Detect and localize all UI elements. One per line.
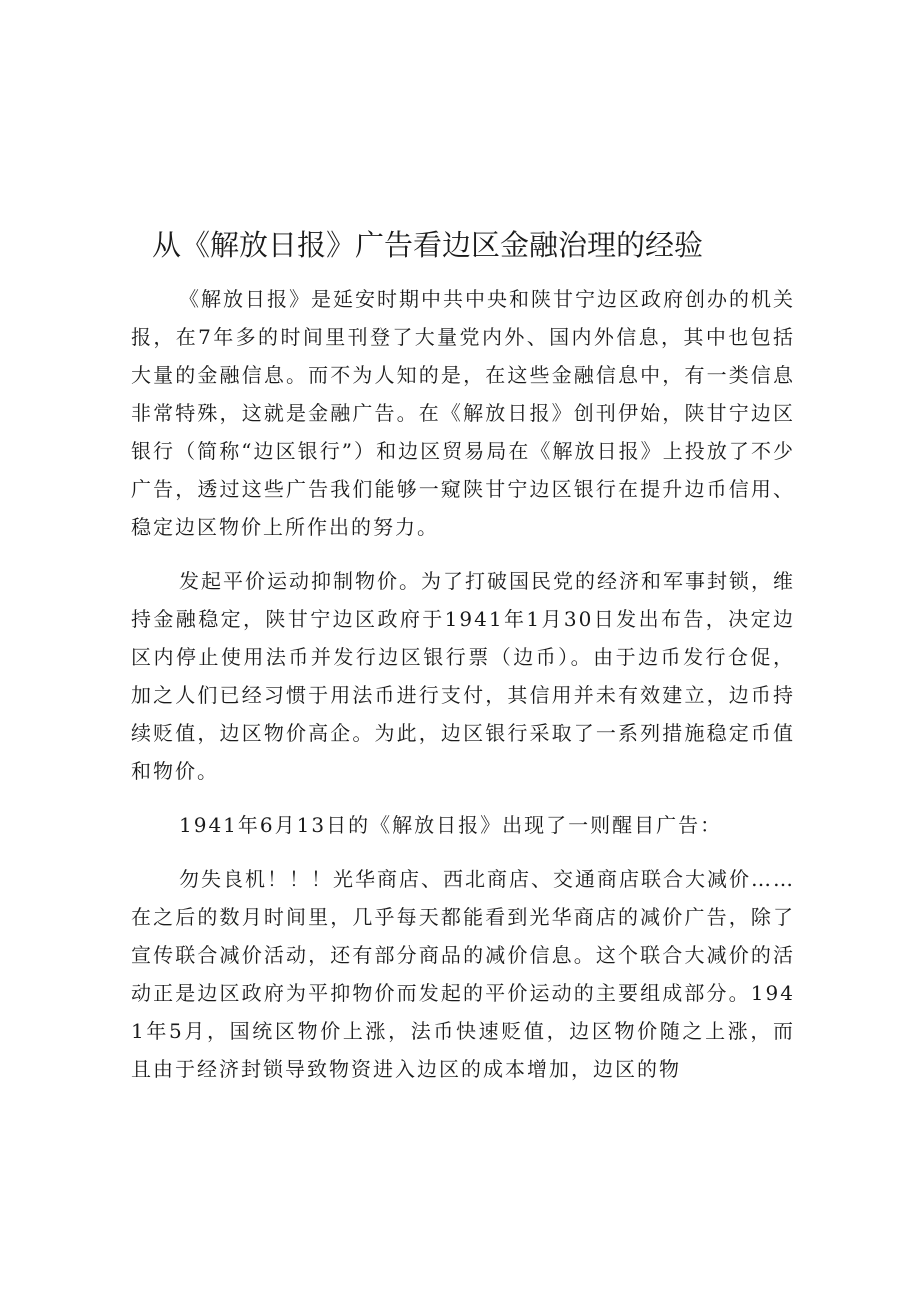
article-title: 从《解放日报》广告看边区金融治理的经验 (152, 228, 704, 262)
article-body (131, 280, 795, 1104)
paragraph-intro: 《解放日报》是延安时期中共中央和陕甘宁边区政府创办的机关报，在7年多的时间里刊登了大量党内外、国内外信息，其中也包括大量的金融信息。而不为人知的是，在这些金融信息中，有一类信息非常特殊，这就是金融广告。在《解放日报》创刊伊始，陕甘宁边区银行（简称“边区银行”）和边区贸易局在《解放日报》上投放了不少广告，透过这些广告我们能够一窥陕甘宁边区银行在提升边币信用、稳定边区物价上所作出的努力。 (131, 287, 795, 539)
paragraph-ad-date: 1941年6月13日的《解放日报》出现了一则醒目广告： (179, 813, 723, 837)
paragraph-price-campaign: 发起平价运动抑制物价。为了打破国民党的经济和军事封锁，维持金融稳定，陕甘宁边区政府于1941年1月30日发出布告，决定边区内停止使用法币并发行边区银行票（边币）。由于边币发行仓促，加之人们已经习惯于用法币进行支付，其信用并未有效建立，边币持续贬值，边区物价高企。为此，边区银行采取了一系列措施稳定币值和物价。 (131, 569, 795, 783)
paragraph-ad-content: 勿失良机！！！光华商店、西北商店、交通商店联合大减价……在之后的数月时间里，几乎每天都能看到光华商店的减价广告，除了宣传联合减价活动，还有部分商品的减价信息。这个联合大减价的活动正是边区政府为平抑物价而发起的平价运动的主要组成部分。1941年5月，国统区物价上涨，法币快速贬值，边区物价随之上涨，而且由于经济封锁导致物资进入边区的成本增加，边区的物 (131, 867, 795, 1081)
